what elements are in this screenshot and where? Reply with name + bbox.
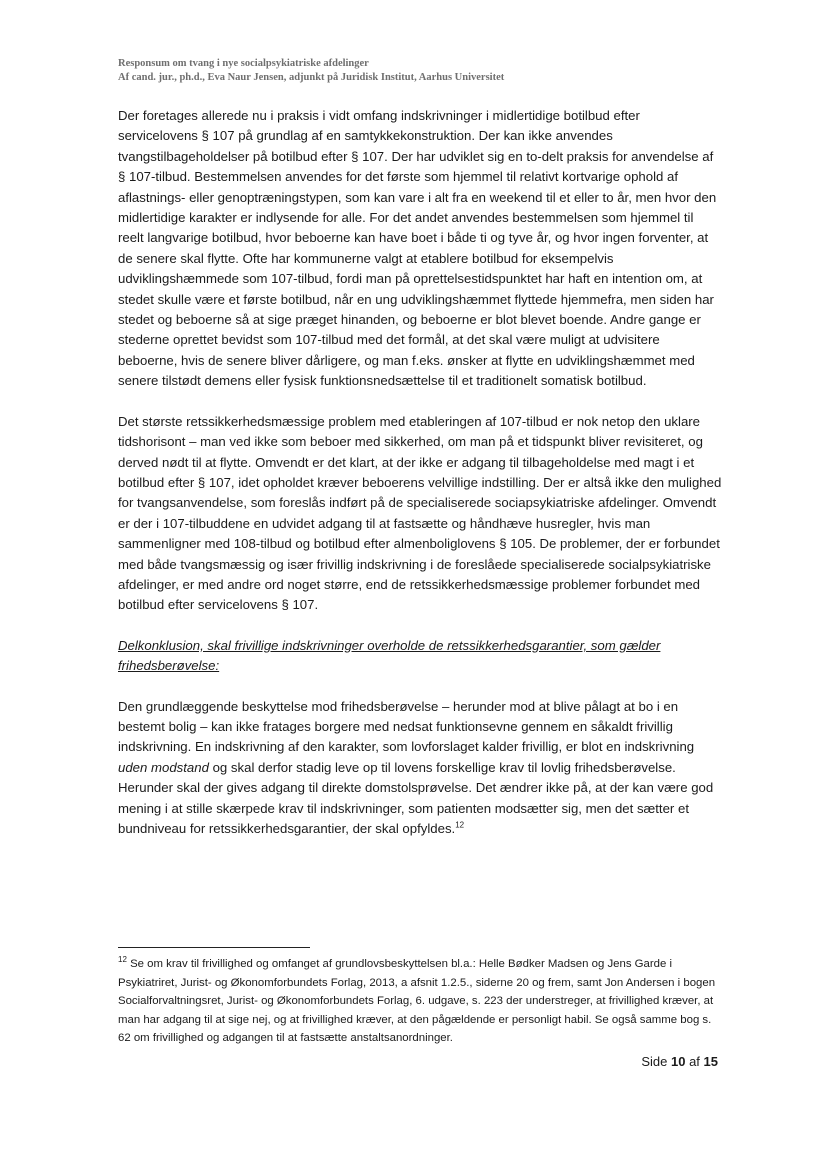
paragraph-3 bbox=[118, 697, 722, 840]
paragraph-3-text-a: Den grundlæggende beskyttelse mod frihedsberøvelse – herunder mod at blive pålagt at bo i en bestemt bolig – kan ikke fratages borgere med nedsat funktionsevne gennem en såkaldt frivillig indskrivning. En indskrivning af den karakter, som lovforslaget kalder frivillig, er blot en indskrivning bbox=[118, 698, 695, 755]
paragraph-3-text-b: og skal derfor stadig leve op til lovens forskellige krav til lovlig frihedsberøvelse. Herunder skal der gives adgang til direkte domstolsprøvelse. Det ændrer ikke på, at der kan være god mening i at stille skærpede krav til indskrivninger, som patienten modsætter sig, men det sætter et bundniveau for retssikkerhedsgarantier, der skal opfyldes. bbox=[118, 759, 714, 836]
footnote-number: 12 bbox=[118, 955, 127, 965]
page-header bbox=[118, 57, 738, 85]
document-body bbox=[118, 106, 722, 859]
footnote bbox=[118, 955, 722, 1048]
paragraph-3-emphasis: uden modstand bbox=[118, 759, 209, 775]
section-heading: Delkonklusion, skal frivillige indskrivninger overholde de retssikkerhedsgarantier, som gælder frihedsberøvelse: bbox=[118, 637, 661, 674]
page-of: af bbox=[685, 1054, 704, 1069]
page-number bbox=[641, 1054, 718, 1069]
header-author: Af cand. jur., ph.d., Eva Naur Jensen, adjunkt på Juridisk Institut, Aarhus Universitet bbox=[118, 72, 505, 83]
footnote-divider bbox=[118, 947, 310, 948]
page-total: 15 bbox=[703, 1054, 718, 1069]
footnote-text: Se om krav til frivillighed og omfanget af grundlovsbeskyttelsen bl.a.: Helle Bødker Madsen og Jens Garde i Psykiatriret, Jurist- og Økonomforbundets Forlag, 2013, a afsnit 1.2.5., siderne 20 og frem, samt Jon Andersen i bogen Socialforvaltningsret, Jurist- og Økonomforbundets Forlag, 6. udgave, s. 223 der understreger, at frivillighed kræver, at man har adgang til at sige nej, og at frivillighed kræver, at den pågældende er personligt habil. Se også samme bog s. 62 om frivillighed og adgangen til at fastsætte anstaltsanordninger. bbox=[118, 958, 716, 1044]
page-current: 10 bbox=[670, 1054, 686, 1069]
footnote-reference: 12 bbox=[455, 820, 465, 830]
paragraph-2: Det største retssikkerhedsmæssige problem med etableringen af 107-tilbud er nok netop den uklare tidshorisont – man ved ikke som beboer med sikkerhed, om man på et tidspunkt bliver revisiteret, og derved nødt til at flytte. Omvendt er det klart, at der ikke er adgang til tilbageholdelse med magt i et botilbud efter § 107, idet opholdet kræver beboerens velvillige indstilling. Der er altså ikke den mulighed for tvangsanvendelse, som foreslås indført på de specialiserede sociapsykiatriske afdelinger. Omvendt er der i 107-tilbuddene en udvidet adgang til at fastsætte og håndhæve husregler, hvis man sammenligner med 108-tilbud og botilbud efter almenboliglovens § 105. De problemer, der er forbundet med både tvangsmæssig og især frivillig indskrivning i de foreslåede specialiserede socialpsykiatriske afdelinger, er med andre ord noget større, end de retssikkerhedsmæssige problemer forbundet med botilbud efter servicelovens § 107. bbox=[118, 413, 722, 613]
paragraph-1: Der foretages allerede nu i praksis i vidt omfang indskrivninger i midlertidige botilbud efter servicelovens § 107 på grundlag af en samtykkekonstruktion. Der kan ikke anvendes tvangstilbageholdelser på botilbud efter § 107. Der har udviklet sig en to-delt praksis for anvendelse af § 107-tilbud. Bestemmelsen anvendes for det første som hjemmel til relativt kortvarige ophold af aflastnings- eller genoptræningstypen, som kan vare i alt fra en weekend til et eller to år, men hvor den midlertidige karakter er indlysende for alle. For det andet anvendes bestemmelsen som hjemmel til reelt langvarige botilbud, hvor beboerne kan have boet i både ti og tyve år, og hvor ingen forventer, at de senere skal flytte. Ofte har kommunerne valgt at etablere botilbud for eksempelvis udviklingshæmmede som 107-tilbud, fordi man på oprettelsestidspunktet har haft en intention om, at stedet skulle være et første botilbud, når en ung udviklingshæmmet flyttede hjemmefra, men siden har stedet og beboerne så at sige præget hinanden, og beboerne er blot blevet boende. Andre gange er stederne oprettet bevidst som 107-tilbud med det formål, at det skal være muligt at udvisitere beboerne, hvis de senere bliver dårligere, og man f.eks. ønsker at flytte en udviklingshæmmet med senere tilstødt demens eller fysisk funktionsnedsættelse til et traditionelt somatisk botilbud. bbox=[118, 108, 717, 389]
header-title: Responsum om tvang i nye socialpsykiatriske afdelinger bbox=[118, 58, 369, 69]
page-prefix: Side bbox=[641, 1054, 671, 1069]
